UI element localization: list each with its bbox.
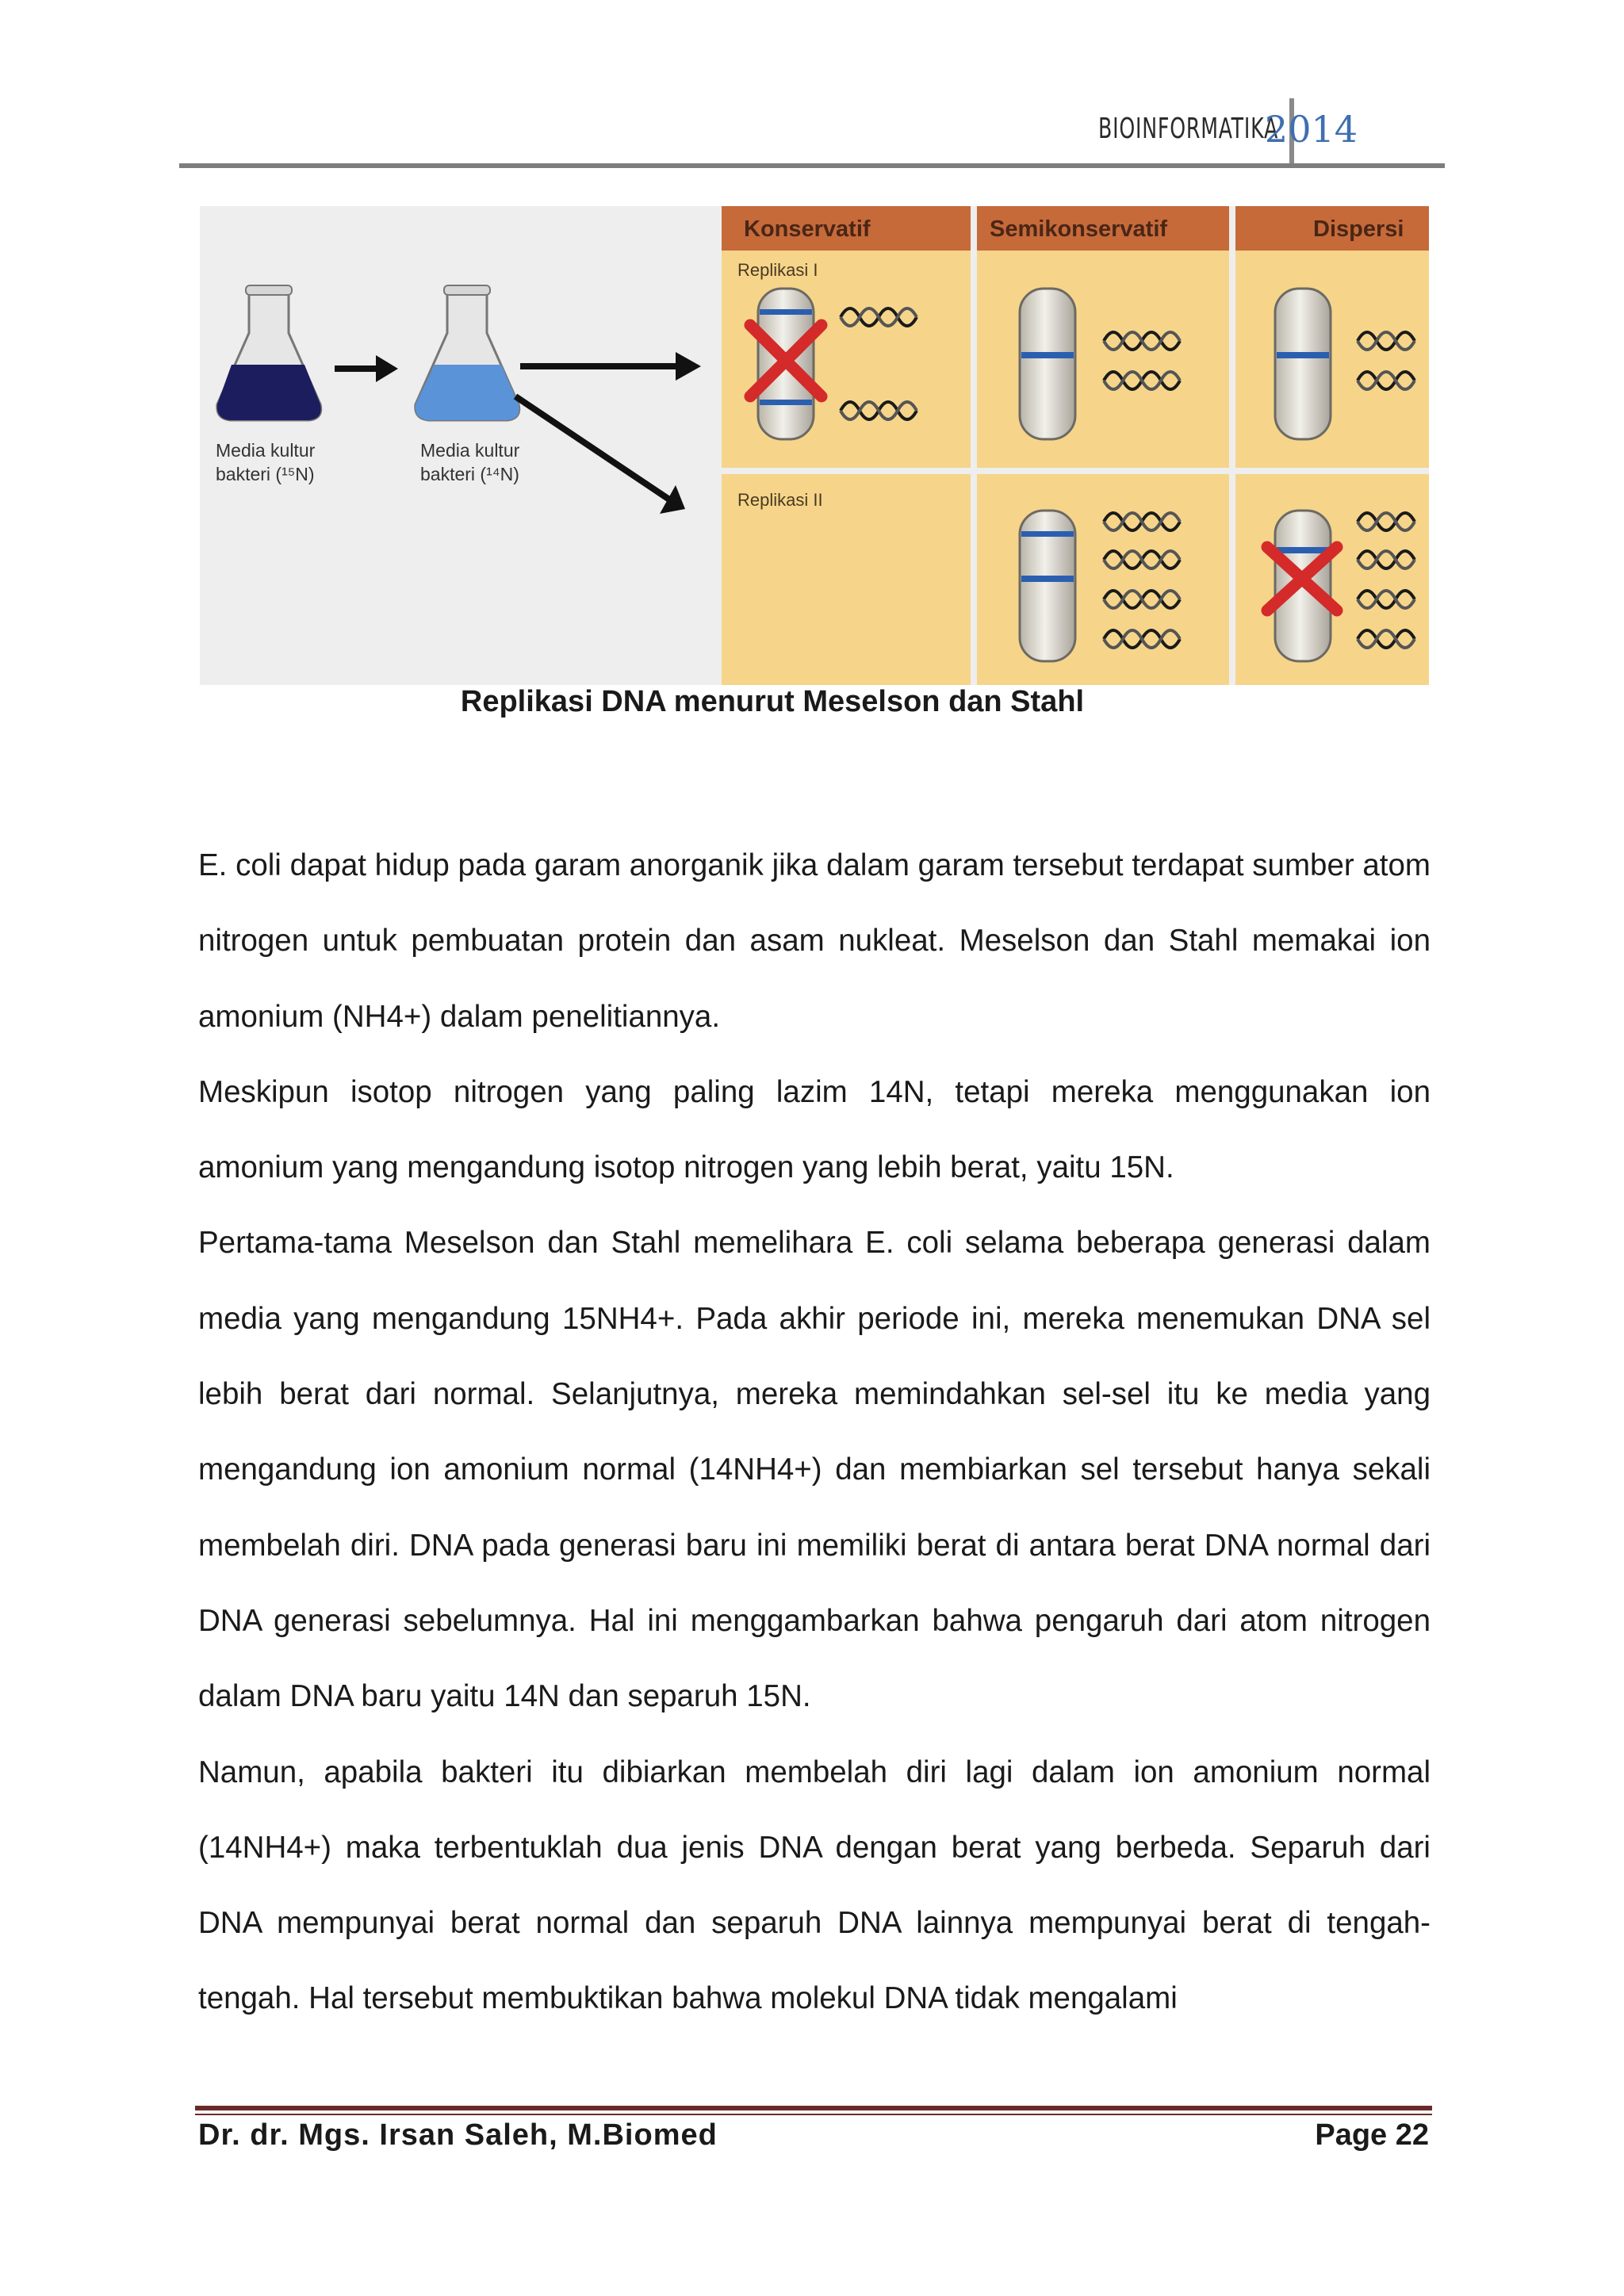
tube-semikonservatif-1: [1020, 289, 1075, 439]
paragraph: Namun, apabila bakteri itu dibiarkan membelah diri lagi dalam ion amonium normal (14NH4+) maka terbentuklah dua jenis DNA dengan berat yang berbeda. Separuh dari DNA mempunyai berat normal dan separuh DNA lainnya mempunyai berat di tengah-tengah. Hal tersebut membuktikan bahwa molekul DNA tidak mengalami: [198, 1755, 1431, 2016]
footer-author: Dr. dr. Mgs. Irsan Saleh, M.Biomed: [198, 2118, 718, 2152]
footer-rule-thin: [195, 2114, 1432, 2115]
row-replikasi-1: Replikasi I: [737, 260, 818, 280]
paragraph: Meskipun isotop nitrogen yang paling lazim 14N, tetapi mereka menggunakan ion amonium yang mengandung isotop nitrogen yang lebih berat, yaitu 15N.: [198, 1074, 1431, 1185]
tube-dispersi-2: [1267, 511, 1337, 661]
body-text: [198, 828, 1431, 2037]
header-title: BIOINFORMATIKA: [1098, 113, 1278, 145]
figure-caption: Replikasi DNA menurut Meselson dan Stahl: [460, 685, 1085, 718]
paragraph: Pertama-tama Meselson dan Stahl memelihara E. coli selama beberapa generasi dalam media yang mengandung 15NH4+. Pada akhir periode ini, mereka menemukan DNA sel lebih berat dari normal. Selanjutnya, mereka memindahkan sel-sel itu ke media yang mengandung ion amonium normal (14NH4+) dan membiarkan sel tersebut hanya sekali membelah diri. DNA pada generasi baru ini memiliki berat di antara berat DNA normal dari DNA generasi sebelumnya. Hal ini menggambarkan bahwa pengaruh dari atom nitrogen dalam DNA baru yaitu 14N dan separuh 15N.: [198, 1226, 1431, 1714]
figure-meselson-stahl: [200, 206, 1429, 685]
header-rule: [179, 163, 1445, 168]
header-year: 2014: [1264, 108, 1358, 151]
flask1-label-line2: bakteri (¹⁵N): [216, 464, 315, 484]
flask2-label-line2: bakteri (¹⁴N): [420, 464, 519, 484]
tube-dispersi-1: [1275, 289, 1331, 439]
tube-semikonservatif-2: [1020, 511, 1075, 661]
flask1-label-line1: Media kultur: [216, 440, 316, 461]
footer-rule: [195, 2106, 1432, 2110]
paragraph: E. coli dapat hidup pada garam anorganik jika dalam garam tersebut terdapat sumber atom nitrogen untuk pembuatan protein dan asam nukleat. Meselson dan Stahl memakai ion amonium (NH4+) dalam penelitiannya.: [198, 848, 1431, 1034]
column-semikonservatif: Semikonservatif: [990, 216, 1168, 242]
tube-konservatif-1: [750, 289, 822, 439]
column-dispersi: Dispersi: [1313, 216, 1404, 242]
page-header: [179, 94, 1445, 170]
flask2-label-line1: Media kultur: [420, 440, 520, 461]
column-konservatif: Konservatif: [744, 216, 871, 242]
row-replikasi-2: Replikasi II: [737, 490, 823, 510]
page-number: Page 22: [1315, 2118, 1429, 2152]
